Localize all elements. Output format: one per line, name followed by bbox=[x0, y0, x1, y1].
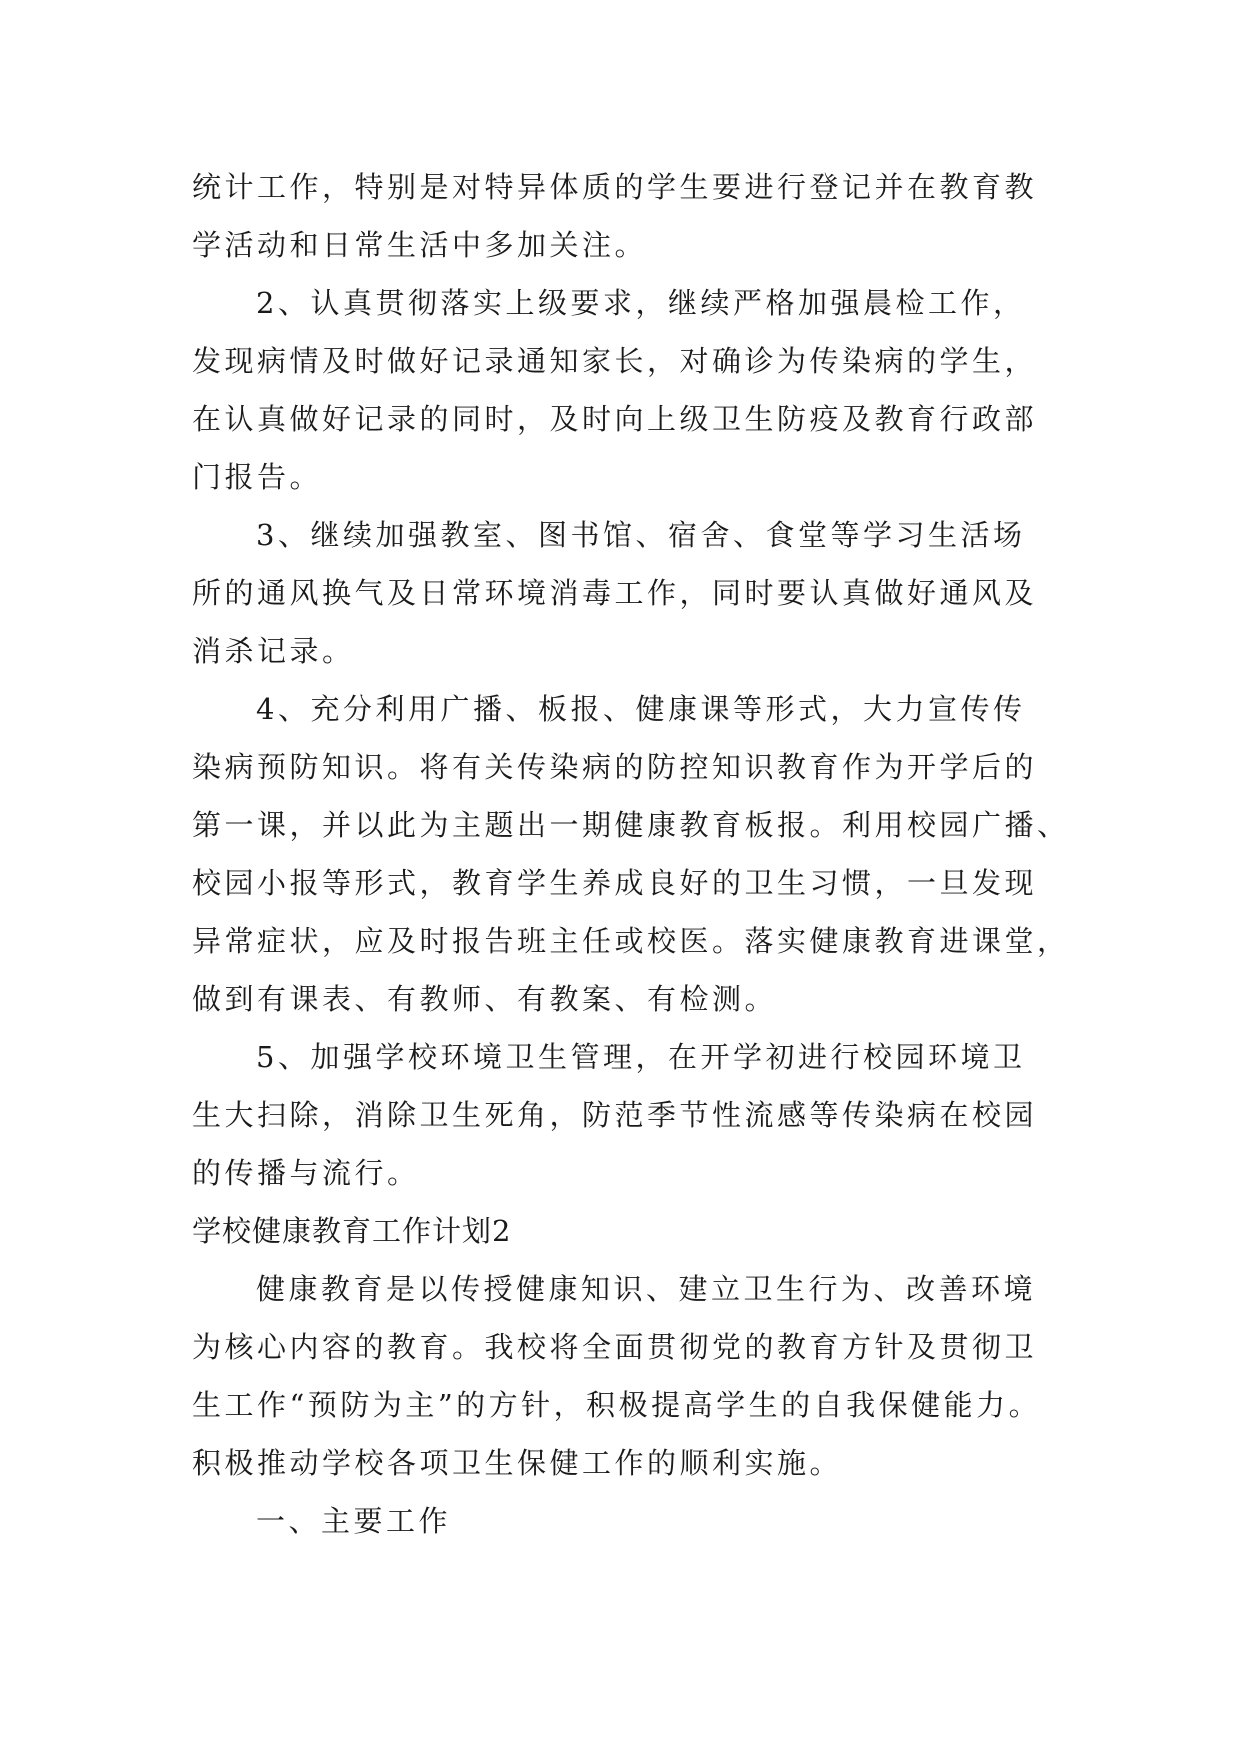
text-line: 在认真做好记录的同时，及时向上级卫生防疫及教育行政部 bbox=[192, 402, 1038, 436]
text-line: 做到有课表、有教师、有教案、有检测。 bbox=[192, 982, 778, 1016]
text-line: 染病预防知识。将有关传染病的防控知识教育作为开学后的 bbox=[192, 750, 1038, 784]
text-line: 校园小报等形式，教育学生养成良好的卫生习惯，一旦发现 bbox=[192, 866, 1038, 900]
text-line: 生工作“预防为主”的方针，积极提高学生的自我保健能力。 bbox=[192, 1388, 1042, 1422]
text-line: 统计工作，特别是对特异体质的学生要进行登记并在教育教 bbox=[192, 170, 1038, 204]
section-heading: 学校健康教育工作计划2 bbox=[192, 1214, 512, 1248]
text-line: 学活动和日常生活中多加关注。 bbox=[192, 228, 648, 262]
text-line: 生大扫除，消除卫生死角，防范季节性流感等传染病在校园 bbox=[192, 1098, 1038, 1132]
text-line: 所的通风换气及日常环境消毒工作，同时要认真做好通风及 bbox=[192, 576, 1038, 610]
text-line: 的传播与流行。 bbox=[192, 1156, 420, 1190]
paragraph-start-line: 5、加强学校环境卫生管理，在开学初进行校园环境卫 bbox=[256, 1040, 1026, 1074]
text-line: 消杀记录。 bbox=[192, 634, 355, 668]
paragraph-start-line: 2、认真贯彻落实上级要求，继续严格加强晨检工作， bbox=[256, 286, 1026, 320]
text-line: 第一课，并以此为主题出一期健康教育板报。利用校园广播、 bbox=[192, 808, 1070, 842]
subsection-heading: 一、主要工作 bbox=[256, 1504, 452, 1538]
text-line: 异常症状，应及时报告班主任或校医。落实健康教育进课堂， bbox=[192, 924, 1070, 958]
paragraph-start-line: 健康教育是以传授健康知识、建立卫生行为、改善环境 bbox=[256, 1272, 1037, 1306]
text-line: 为核心内容的教育。我校将全面贯彻党的教育方针及贯彻卫 bbox=[192, 1330, 1038, 1364]
document-body bbox=[192, 158, 1070, 1550]
paragraph-start-line: 3、继续加强教室、图书馆、宿舍、食堂等学习生活场 bbox=[256, 518, 1026, 552]
paragraph-start-line: 4、充分利用广播、板报、健康课等形式，大力宣传传 bbox=[256, 692, 1026, 726]
text-line: 积极推动学校各项卫生保健工作的顺利实施。 bbox=[192, 1446, 843, 1480]
text-line: 发现病情及时做好记录通知家长，对确诊为传染病的学生， bbox=[192, 344, 1038, 378]
text-line: 门报告。 bbox=[192, 460, 323, 494]
